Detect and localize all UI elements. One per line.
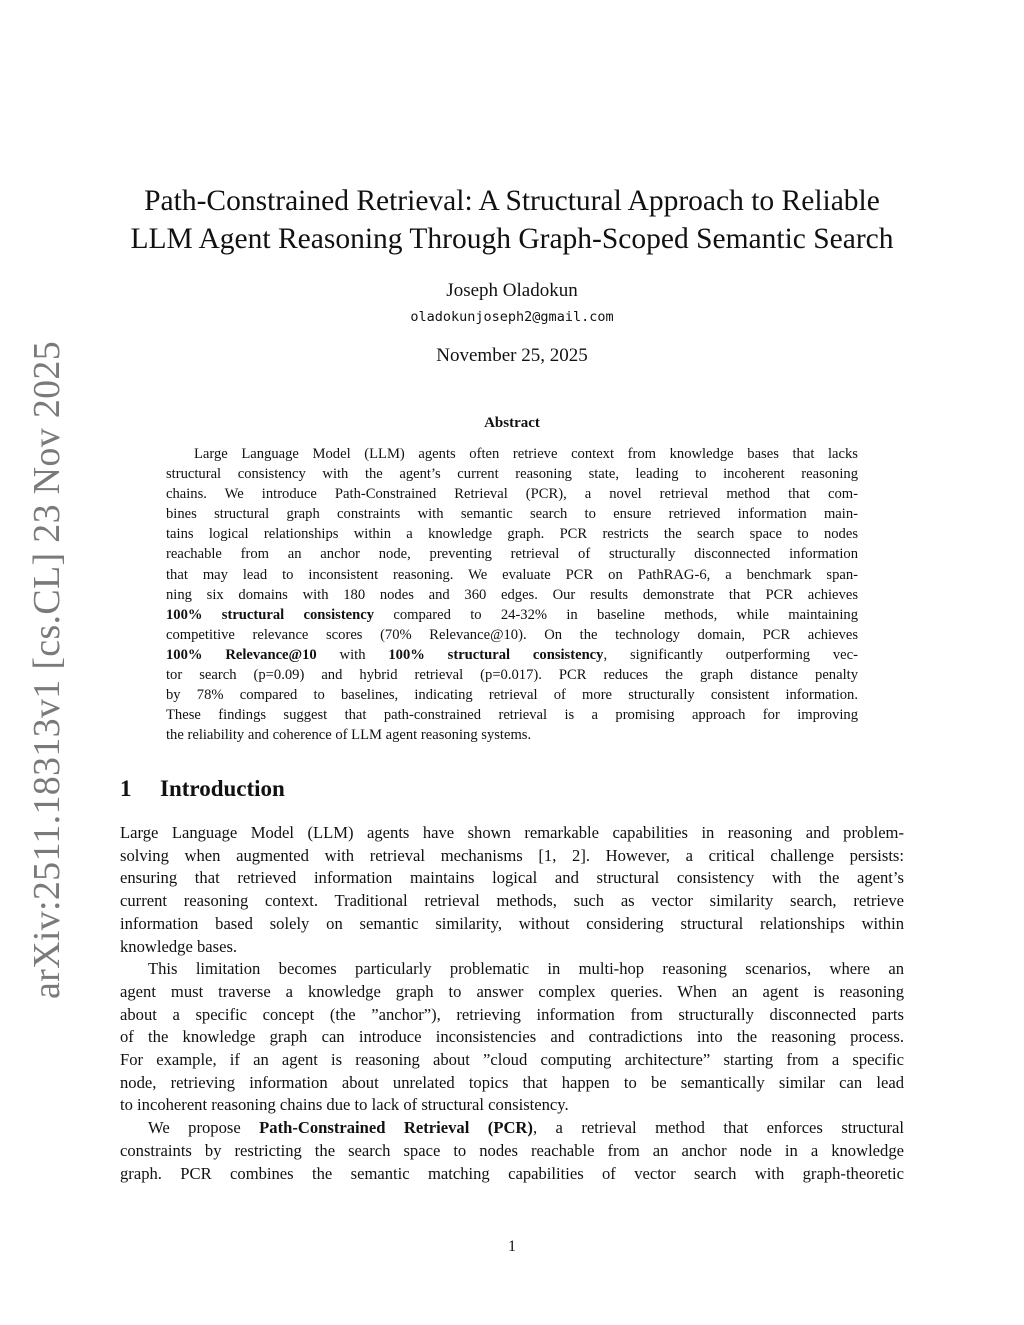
section-number: 1 <box>120 776 132 801</box>
text-run: compared to 24-32% in baseline methods, while maintaining <box>374 606 858 623</box>
text-line <box>166 605 858 625</box>
text-line <box>166 565 858 585</box>
text-run: knowledge bases. <box>120 936 238 956</box>
text-run: with <box>316 646 389 663</box>
text-run: constraints by restricting the search space to nodes reachable from an anchor node in a knowledge <box>120 1140 904 1160</box>
text-run: graph. PCR combines the semantic matching capabilities of vector search with graph-theoretic <box>120 1163 904 1183</box>
text-run: bines structural graph constraints with semantic search to ensure retrieved information main- <box>166 506 858 523</box>
abstract-body <box>166 444 858 745</box>
title-line-2: LLM Agent Reasoning Through Graph-Scoped Semantic Search <box>130 223 894 255</box>
text-line <box>120 1049 904 1072</box>
text-line <box>166 484 858 504</box>
bold-text-run: 100% Relevance@10 <box>166 646 317 663</box>
text-run: agent must traverse a knowledge graph to answer complex queries. When an agent is reasoning <box>120 981 904 1001</box>
text-run: current reasoning context. Traditional retrieval methods, such as vector similarity search, retrieve <box>120 891 904 911</box>
text-line <box>120 845 904 868</box>
text-line <box>120 981 904 1004</box>
text-line <box>120 822 904 845</box>
text-run: chains. We introduce Path-Constrained Retrieval (PCR), a novel retrieval method that com- <box>166 486 858 503</box>
text-run: Large Language Model (LLM) agents have shown remarkable capabilities in reasoning and problem- <box>120 823 904 842</box>
bold-text-run: 100% structural consistency <box>166 606 375 623</box>
page-number: 1 <box>508 1238 516 1255</box>
text-line <box>166 625 858 645</box>
text-run: Large Language Model (LLM) agents often retrieve context from knowledge bases that lacks <box>194 446 858 462</box>
text-line <box>120 1117 904 1140</box>
text-run: to incoherent reasoning chains due to lack of structural consistency. <box>120 1095 569 1115</box>
text-line <box>120 1072 904 1095</box>
text-run: about a specific concept (the ”anchor”), retrieving information from structurally disconnected parts <box>120 1004 904 1024</box>
text-line <box>120 890 904 913</box>
text-line <box>120 958 904 981</box>
title-line-1: Path-Constrained Retrieval: A Structural Approach to Reliable <box>144 185 880 217</box>
text-run: reachable from an anchor node, preventing retrieval of structurally disconnected information <box>166 546 858 563</box>
text-run: competitive relevance scores (70% Relevance@10). On the technology domain, PCR achieves <box>166 626 858 643</box>
author-email: oladokunjoseph2@gmail.com <box>410 309 614 325</box>
text-line <box>120 1094 904 1117</box>
text-run: , significantly outperforming vec- <box>603 646 859 663</box>
text-run: the reliability and coherence of LLM agent reasoning systems. <box>166 727 532 744</box>
paper-title <box>110 182 914 258</box>
text-run: of the knowledge graph can introduce inconsistencies and contradictions into the reasoning process. <box>120 1027 904 1047</box>
text-line <box>120 867 904 890</box>
text-line <box>166 544 858 564</box>
text-run: This limitation becomes particularly problematic in multi-hop reasoning scenarios, where an <box>148 959 904 979</box>
text-line <box>166 645 858 665</box>
text-run: solving when augmented with retrieval mechanisms [1, 2]. However, a critical challenge persists: <box>120 845 904 865</box>
text-line <box>166 524 858 544</box>
section-title: Introduction <box>160 776 285 801</box>
text-run: tains logical relationships within a knowledge graph. PCR restricts the search space to nodes <box>166 526 858 543</box>
text-line <box>166 725 858 745</box>
text-line <box>166 504 858 524</box>
text-line <box>166 464 858 484</box>
text-line <box>120 913 904 936</box>
text-run: ensuring that retrieved information maintains logical and structural consistency with the agent’s <box>120 868 904 888</box>
text-line <box>120 1163 904 1186</box>
abstract-heading: Abstract <box>484 415 540 431</box>
text-line <box>166 705 858 725</box>
bold-text-run: Path-Constrained Retrieval (PCR) <box>259 1118 533 1138</box>
author-name: Joseph Oladokun <box>446 280 578 301</box>
text-line <box>166 685 858 705</box>
section-heading-introduction <box>120 776 285 802</box>
introduction-body <box>120 822 904 1185</box>
text-run: We propose <box>148 1118 260 1138</box>
text-line <box>120 1026 904 1049</box>
arxiv-identifier-stamp <box>20 340 74 1000</box>
text-run: These findings suggest that path-constrained retrieval is a promising approach for improving <box>166 707 858 724</box>
text-line <box>120 1140 904 1163</box>
publication-date: November 25, 2025 <box>436 345 588 366</box>
text-run: For example, if an agent is reasoning about ”cloud computing architecture” starting from a specific <box>120 1050 904 1070</box>
arxiv-identifier-text: arXiv:2511.18313v1 [cs.CL] 23 Nov 2025 <box>26 340 68 1000</box>
text-run: structural consistency with the agent’s current reasoning state, leading to incoherent reasoning <box>166 466 858 483</box>
text-line <box>120 936 904 959</box>
text-line <box>166 585 858 605</box>
text-run: that may lead to inconsistent reasoning. We evaluate PCR on PathRAG-6, a benchmark span- <box>166 566 858 583</box>
text-run: ning six domains with 180 nodes and 360 edges. Our results demonstrate that PCR achieves <box>166 586 858 603</box>
bold-text-run: 100% structural consistency <box>388 646 604 663</box>
text-run: by 78% compared to baselines, indicating retrieval of more structurally consistent information. <box>166 687 858 704</box>
text-run: information based solely on semantic similarity, without considering structural relationships within <box>120 913 904 933</box>
text-run: node, retrieving information about unrelated topics that happen to be semantically similar can lead <box>120 1072 904 1092</box>
text-line <box>166 665 858 685</box>
text-run: tor search (p=0.09) and hybrid retrieval (p=0.017). PCR reduces the graph distance penalty <box>166 667 858 684</box>
text-run: , a retrieval method that enforces structural <box>532 1118 905 1138</box>
text-line <box>120 1004 904 1027</box>
text-line <box>166 444 858 464</box>
